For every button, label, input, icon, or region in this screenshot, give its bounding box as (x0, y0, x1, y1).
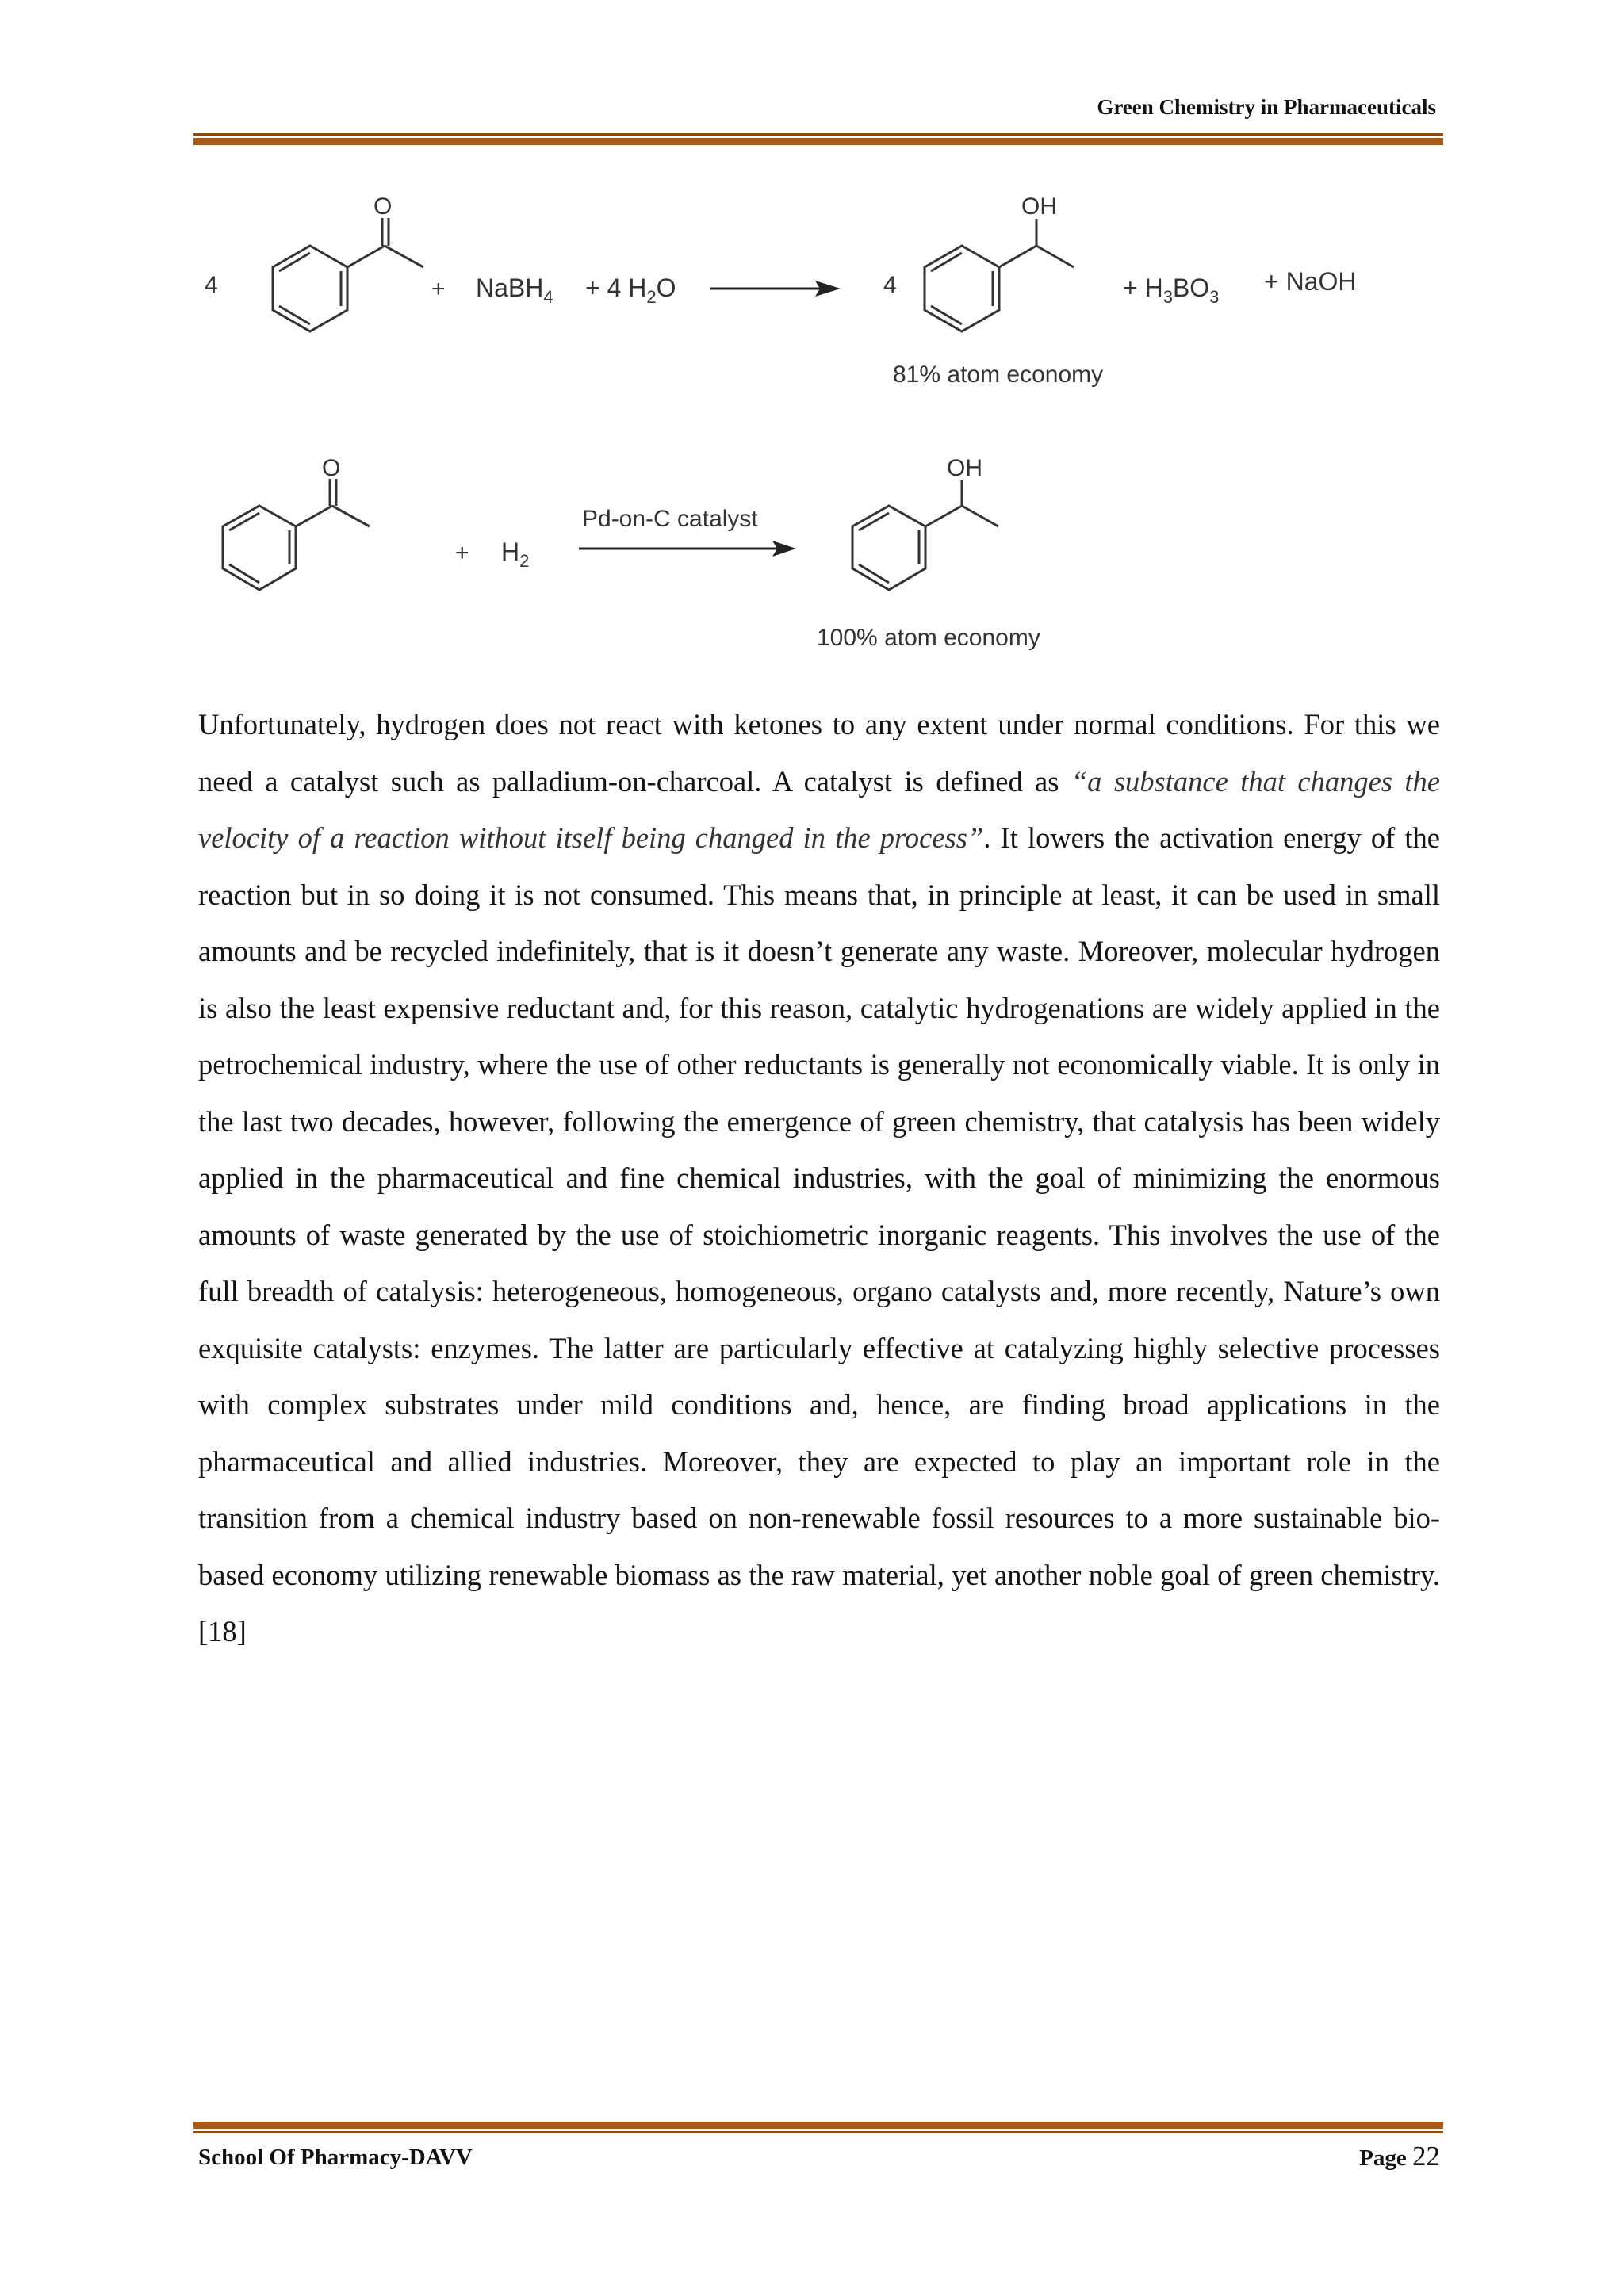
acetophenone-structure (273, 218, 423, 331)
body-text-part-1: Unfortunately, hydrogen does not react with ketones to any extent under normal conditions. For this we need a catalyst such as palladium-on-charcoal. A catalyst is defined as (198, 708, 1440, 798)
reagent-nabh4: NaBH$_4$ (476, 274, 553, 307)
reagent-hydrogen: $H_2$ (501, 538, 530, 571)
coefficient-right: 4 (883, 272, 897, 298)
hydroxyl-label: OH (1021, 193, 1057, 220)
reagent-water: + 4 $H_2O$ (585, 274, 676, 307)
acetophenone-structure-2 (223, 479, 370, 590)
byproduct-boric-acid: + $H_3BO_3$ (1123, 274, 1220, 307)
ketone-oxygen-label: O (373, 193, 393, 220)
coefficient-left: 4 (205, 272, 218, 298)
catalyst-label: Pd-on-C catalyst (582, 506, 758, 532)
reaction-1 (205, 193, 1356, 388)
footer-rule (193, 2122, 1443, 2133)
hydroxyl-label-2: OH (947, 455, 982, 481)
phenylethanol-structure (925, 219, 1074, 331)
footer-page-number (1359, 2141, 1440, 2172)
reaction-arrow-2 (579, 541, 796, 557)
reaction-arrow-1 (710, 281, 841, 297)
catalyst-definition-quote: “a substance that changes the velocity of a reaction without itself being changed in the process” (198, 764, 1440, 854)
ketone-oxygen-label-2: O (322, 455, 341, 481)
page-label: Page (1359, 2145, 1407, 2171)
header-rule (193, 133, 1443, 145)
atom-economy-81: 81% atom economy (893, 362, 1104, 388)
plus-sign-2: + (455, 540, 469, 566)
header-title: Green Chemistry in Pharmaceuticals (1097, 95, 1436, 119)
body-text-part-2: . It lowers the activation energy of the reaction but in so doing it is not consumed. This means that, in principle at least, it can be used in small amounts and be recycled indefinitely, that is it doesn’t generate any waste. Moreover, molecular hydrogen is also the least expensive reductant and, for this reason, catalytic hydrogenations are widely applied in the petrochemical industry, where the use of other reductants is generally not economically viable. It is only in the last two decades, however, following the emergence of green chemistry, that catalysis has been widely applied in the pharmaceutical and fine chemical industries, with the goal of minimizing the enormous amounts of waste generated by the use of stoichiometric inorganic reagents. This involves the use of the full breadth of catalysis: heterogeneous, homogeneous, organo catalysts and, more recently, Nature’s own exquisite catalysts: enzymes. The latter are particularly effective at catalyzing highly selective processes with complex substrates under mild conditions and, hence, are finding broad applications in the pharmaceutical and allied industries. Moreover, they are expected to play an important role in the transition from a chemical industry based on non-renewable fossil resources to a more sustainable bio-based economy utilizing renewable biomass as the raw material, yet another noble goal of green chemistry. [18] (198, 821, 1440, 1647)
page-number: 22 (1412, 2141, 1440, 2172)
atom-economy-100: 100% atom economy (817, 625, 1040, 651)
reaction-2 (223, 455, 1040, 651)
byproduct-naoh: + NaOH (1264, 267, 1357, 296)
footer-school-name: School Of Pharmacy-DAVV (198, 2145, 473, 2170)
phenylethanol-structure-2 (852, 480, 998, 590)
plus-sign: + (431, 276, 446, 302)
body-paragraph (198, 696, 1440, 1660)
reaction-scheme (193, 182, 1443, 674)
